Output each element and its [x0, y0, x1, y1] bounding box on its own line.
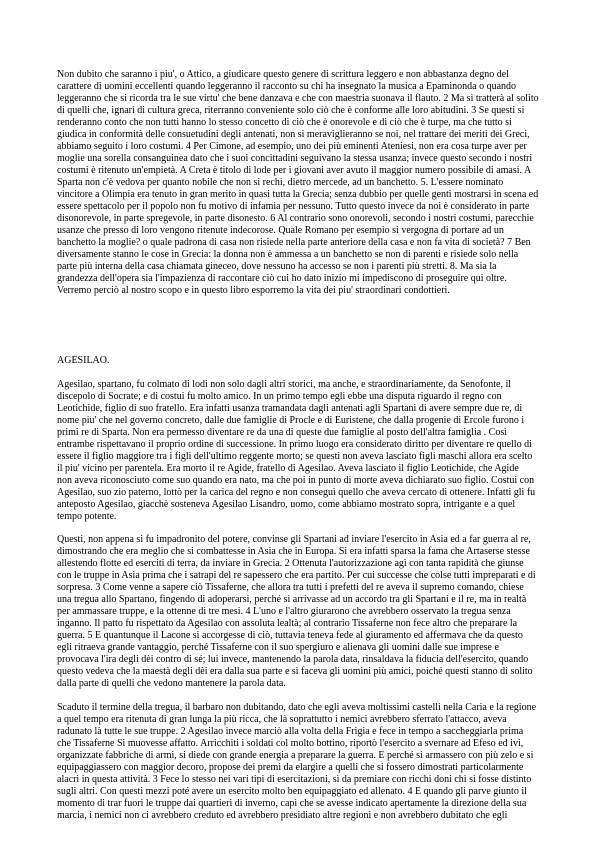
text-line: sorpresa. 3 Come venne a sapere ciò Tissaferne, che allora tra tutti i prefetti del re aveva il supremo comando, chiese — [57, 582, 524, 593]
text-line: non aveva riconosciuto come suo quando era nato, ma che poi in punto di morte aveva dichiarato suo figlio. Costui con — [57, 475, 535, 486]
text-line: Sparta non c'è vedova per quanto nobile che non si rechi, dietro mercede, ad un banchetto. 5. L'essere nominato — [57, 177, 504, 188]
text-line: abbiamo seguito i loro costumi. 4 Per Cimone, ad esempio, uno dei più eminenti Ateniesi, non era cosa turpe aver per — [57, 141, 527, 152]
text-line: giudica in conformità delle consuetudini degli antenati, non si meraviglieranno se noi, nel trattare dei meriti dei Greci, — [57, 129, 530, 140]
text-line: radunato là tutte le sue truppe. 2 Agesilao invece marciò alla volta della Frigia e fece in tempo a saccheggiarla prima — [57, 726, 524, 737]
text-line: Questi, non appena si fu impadronito del potere, convinse gli Spartani ad inviare l'esercito in Asia ed a far guerra al re, — [57, 534, 531, 545]
text-line: essere spettacolo per il popolo non fu motivo di infamia per nessuno. Tutto questo invece da noi è considerato in parte — [57, 201, 530, 212]
text-line: guerra. 5 E quantunque il Lacone si accorgesse di ciò, tuttavia teneva fede al giuramento ed affermava che da questo — [57, 630, 523, 641]
text-line: Verremo perciò al nostro scopo e in questo libro esporremo la vita dei piu' straordinari condottieri. — [57, 285, 450, 296]
text-line: grandezza dell'opera sia l'impazienza di raccontare ciò cui ho dato inizio mi impediscono di proseguire qui oltre. — [57, 273, 507, 284]
body-paragraph — [57, 379, 557, 523]
text-line: Leotichide, figlio di suo fratello. Era infatti usanza tramandata dagli antenati agli Spartani di avere sempre due re, di — [57, 403, 523, 414]
text-line: con le truppe in Asia prima che i satrapi del re sapessero che era partito. Per cui successe che colse tutti impreparati e di — [57, 570, 536, 581]
text-line: vincitore a Olimpia era tenuto in gran merito in quasi tutta la Grecia; senza dubbio per quelle genti mostrarsi in scena ed — [57, 189, 539, 200]
text-line: carattere di uomini eccellenti quando leggeranno il racconto su chi ha insegnato la musica a Epaminonda o quando — [57, 81, 517, 92]
text-line: che Tissaferne Si muovesse affatto. Arricchiti i soldati col molto bottino, riportò l'esercito a svernare ad Efeso ed ivi, — [57, 738, 524, 749]
text-line: entrambe rispettavano il proprio ordine di successione. In primo luogo era considerato diritto per diventare re quello di — [57, 439, 532, 450]
text-line: leggeranno che si ricorda tra le sue virtu' che bene danzava e che con maestria suonava il flauto. 2 Ma si tratterà al solito — [57, 93, 539, 104]
text-line: nome piu' che nel governo concreto, dalle due famiglie di Procle e di Euristene, che dalla progenie di Ercole furono i — [57, 415, 525, 426]
preface-paragraph — [57, 69, 557, 297]
text-line: disonorevole, in parte spregevole, in parte disonesto. 6 Al contrario sono onorevoli, secondo i nostri costumi, parecchie — [57, 213, 534, 224]
text-line: a quel tempo era ritenuta di gran lunga la più ricca, che là soprattutto i nemici avrebbero sferrato l'attacco, aveva — [57, 714, 507, 725]
text-line: dalla parte di quelli che vedono mantenere la parola data. — [57, 678, 286, 689]
text-line: alacri in questa attività. 3 Fece lo stesso nei vari tipi di esercitazioni, sì da premiare con ricchi doni chi si fosse distinto — [57, 774, 532, 785]
text-line: egli ritraeva grande vantaggio, perché Tissaferne con il suo spergiuro e alienava gli uomini dalle sue imprese e — [57, 642, 499, 653]
text-line: costumi è ritenuto un'empietà. A Creta è titolo di lode per i giovani aver avuto il maggior numero possibile di amasi. A — [57, 165, 532, 176]
text-line: inganno. Il patto fu rispettato da Agesilao con assoluta lealtà; al contrario Tissaferne non fece altro che preparare la — [57, 618, 518, 629]
body-paragraph — [57, 534, 557, 690]
text-line: una tregua allo Spartano, fingendo di adoperarsi, perché si arrivasse ad un accordo tra gli Spartani e il re, ma in realtà — [57, 594, 527, 605]
text-line: anteposto Agesilao, giacchè sosteneva Agesilao Lisandro, uomo, come abbiamo mostrato sopra, intrigante e a quel — [57, 499, 516, 510]
text-line: equipaggiassero con maggior decoro, propose dei premi da elargire a quelli che si fossero dimostrati particolarmente — [57, 762, 524, 773]
section-heading — [57, 355, 557, 367]
text-line: primi re di Sparta. Non era permesso diventare re da una di queste due famiglie al posto dell'altra famiglia . Così — [57, 427, 507, 438]
text-line: Scaduto il termine della tregua, il barbaro non dubitando, dato che egli aveva moltissimi castelli nella Caria e la regione — [57, 702, 537, 713]
text-line: usanze che presso di loro vengono ritenute indecorose. Quale Romano per esempio si vergogna di portare ad un — [57, 225, 504, 236]
text-line: per ammassare truppe, e la ottenne di tre mesi. 4 L'uno e l'altro giurarono che avrebbero osservato la tregua senza — [57, 606, 511, 617]
text-line: dimostrando che era meglio che si combattesse in Asia che in Europa. Si era infatti sparsa la fama che Artaserse stesse — [57, 546, 530, 557]
section-heading-text: AGESILAO. — [57, 355, 110, 366]
text-line: renderanno conto che non tutti hanno lo stesso concetto di ciò che è onorevole e di ciò che è turpe, ma che tutto si — [57, 117, 512, 128]
text-line: discepolo di Socrate; e di costui fu molto amico. In un primo tempo egli ebbe una disputa riguardo il regno con — [57, 391, 502, 402]
text-line: moglie una sorella consanguinea dato che i suoi concittadini seguivano la stessa usanza; invece questo secondo i nostri — [57, 153, 533, 164]
text-line: diversamente stanno le cose in Grecia: la donna non è ammessa a un banchetto se non di parenti e risiede solo nella — [57, 249, 519, 260]
text-line: sugli altri. Con questi mezzi poté avere un esercito molto ben equipaggiato ed allenato. 4 E quando gli parve giunto il — [57, 786, 527, 797]
text-line: Agesilao, spartano, fu colmato di lodi non solo dagli altri storici, ma anche, e straordinariamente, da Senofonte, il — [57, 379, 512, 390]
text-line: marcia, i nemici non ci avrebbero creduto ed avrebbero presidiato altre regioni e non avrebbero dubitato che egli — [57, 810, 508, 821]
text-line: Non dubito che saranno i piu', o Attico, a giudicare questo genere di scrittura leggero e non abbastanza degno del — [57, 69, 509, 80]
text-line: questo vedeva che la maestà degli dèi era dalla sua parte e si faceva gli uomini più amici, poiché questi stanno di solito — [57, 666, 533, 677]
text-line: provocava l'ira degli dèi contro di sé; lui invece, mantenendo la parola data, rinsaldava la fiducia dell'esercito, quando — [57, 654, 529, 665]
text-line: il piu' vicino per parentela. Era morto il re Agide, fratello di Agesilao. Aveva lasciato il figlio Leotichide, che Agide — [57, 463, 519, 474]
text-line: parte più interna della casa chiamata gineceo, dove nessuno ha accesso se non i parenti più stretti. 8. Ma sia la — [57, 261, 497, 272]
body-paragraph — [57, 702, 557, 822]
text-line: organizzate fabbriche di armi, si diede con grande energia a preparare la guerra. E perché si armassero con più zelo e si — [57, 750, 534, 761]
text-line: Agesilao, suo zio paterno, lottò per la carica del regno e non conseguì quello che aveva cercato di ottenere. Infatti gli fu — [57, 487, 536, 498]
text-line: banchetto la moglie? o quale padrona di casa non risiede nella parte anteriore della casa e non fa vita di società? 7 Ben — [57, 237, 531, 248]
text-line: momento di trar fuori le truppe dai quartieri di inverno, capì che se avesse indicato apertamente la direzione della sua — [57, 798, 527, 809]
text-line: allestendo flotte ed eserciti di terra, da inviare in Grecia. 2 Ottenuta l'autorizzazione agì con tanta rapidità che giunse — [57, 558, 524, 569]
text-line: essere il figlio maggiore tra i figli dell'ultimo reggente morto; se questi non aveva lasciato figli maschi allora era scelto — [57, 451, 533, 462]
text-line: tempo potente. — [57, 511, 117, 522]
text-line: di quelli che, ignari di cultura greca, riterranno conveniente solo ciò che è conforme alle loro abitudini. 3 Se questi si — [57, 105, 525, 116]
